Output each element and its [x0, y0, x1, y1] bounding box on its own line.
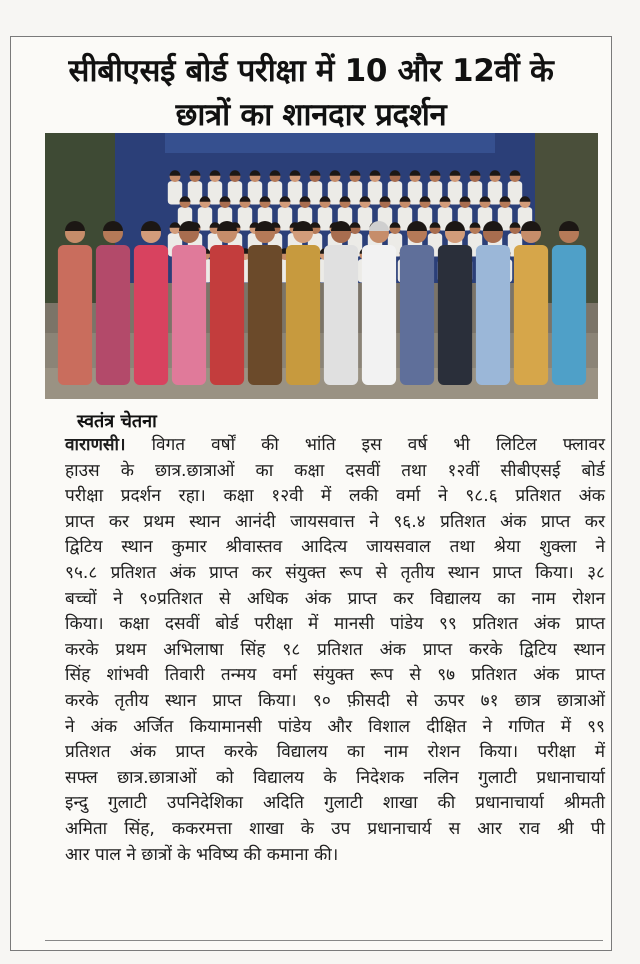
article-line-2: परीक्षा प्रदर्शन रहा। कक्षा १२वी में लकी वर्मा ने ९८.६ प्रतिशत अंक: [65, 486, 605, 507]
article-line-14: इन्दु गुलाटी उपनिदेशिका अदिति गुलाटी शाखा की प्रधानाचार्या श्रीमती: [65, 793, 605, 814]
article-line-16: आर पाल ने छात्रों के भविष्य की कमाना की।: [65, 844, 339, 865]
group-photo-icon: [45, 133, 598, 399]
article-line-9: सिंह शांभवी तिवारी तन्मय वर्मा संयुक्त रूप से ९७ प्रतिशत अंक प्राप्त: [65, 665, 605, 686]
headline: [11, 49, 611, 137]
article-body: [65, 433, 605, 868]
article-line-15: अमिता सिंह, ककरमत्ता शाखा के उप प्रधानाचार्य स आर राव श्री पी: [65, 818, 605, 839]
dateline: वाराणसी।: [65, 435, 126, 455]
article-line-8: करके प्रथम अभिलाषा सिंह ९८ प्रतिशत अंक प्राप्त करके द्विटिय स्थान: [65, 639, 605, 660]
headline-line-1: सीबीएसई बोर्ड परीक्षा में 10 और 12वीं के: [68, 53, 554, 89]
article-line-6: बच्चों ने ९०प्रतिशत से अधिक अंक प्राप्त कर विद्यालय का नाम रोशन: [65, 588, 605, 609]
group-photo: [45, 133, 598, 399]
article-line-1: हाउस के छात्र.छात्राओं का कक्षा दसवीं तथा १२वीं सीबीएसई बोर्ड: [65, 460, 605, 481]
article-line-5: ९५.८ प्रतिशत अंक प्राप्त कर संयुक्त रूप से तृतीय स्थान प्राप्त किया। ३८: [65, 562, 605, 583]
article-line-11: ने अंक अर्जित कियामानसी पांडेय और विशाल दीक्षित ने गणित में ९९: [65, 716, 605, 737]
byline: स्वतंत्र चेतना: [77, 411, 157, 432]
article-line-4: द्विटिय स्थान कुमार श्रीवास्तव आदित्य जायसवाल तथा श्रेया शुक्ला ने: [65, 537, 605, 558]
article-line-0: [65, 433, 605, 459]
headline-line-2: छात्रों का शानदार प्रदर्शन: [175, 97, 447, 133]
newspaper-clipping: [10, 36, 612, 951]
article-line-10: करके तृतीय स्थान प्राप्त किया। ९० फ़ीसदी से ऊपर ७१ छात्र छात्राओं: [65, 690, 605, 711]
article-line-13: सफ्ल छात्र.छात्राओं को विद्यालय के निदेशक नलिन गुलाटी प्रधानाचार्या: [65, 767, 605, 788]
footer-divider: [45, 940, 603, 941]
article-line-3: प्राप्त कर प्रथम स्थान आनंदी जायसवात्त ने ९६.४ प्रतिशत अंक प्राप्त कर: [65, 511, 605, 532]
article-line-7: किया। कक्षा दसवीं बोर्ड परीक्षा में मानसी पांडेय ९९ प्रतिशत अंक प्राप्त: [65, 614, 605, 635]
article-line-0-text: विगत वर्षों की भांति इस वर्ष भी लिटिल फ्लावर: [125, 435, 605, 455]
article-line-12: प्रतिशत अंक प्राप्त करके विद्यालय का नाम रोशन किया। परीक्षा में: [65, 742, 605, 763]
